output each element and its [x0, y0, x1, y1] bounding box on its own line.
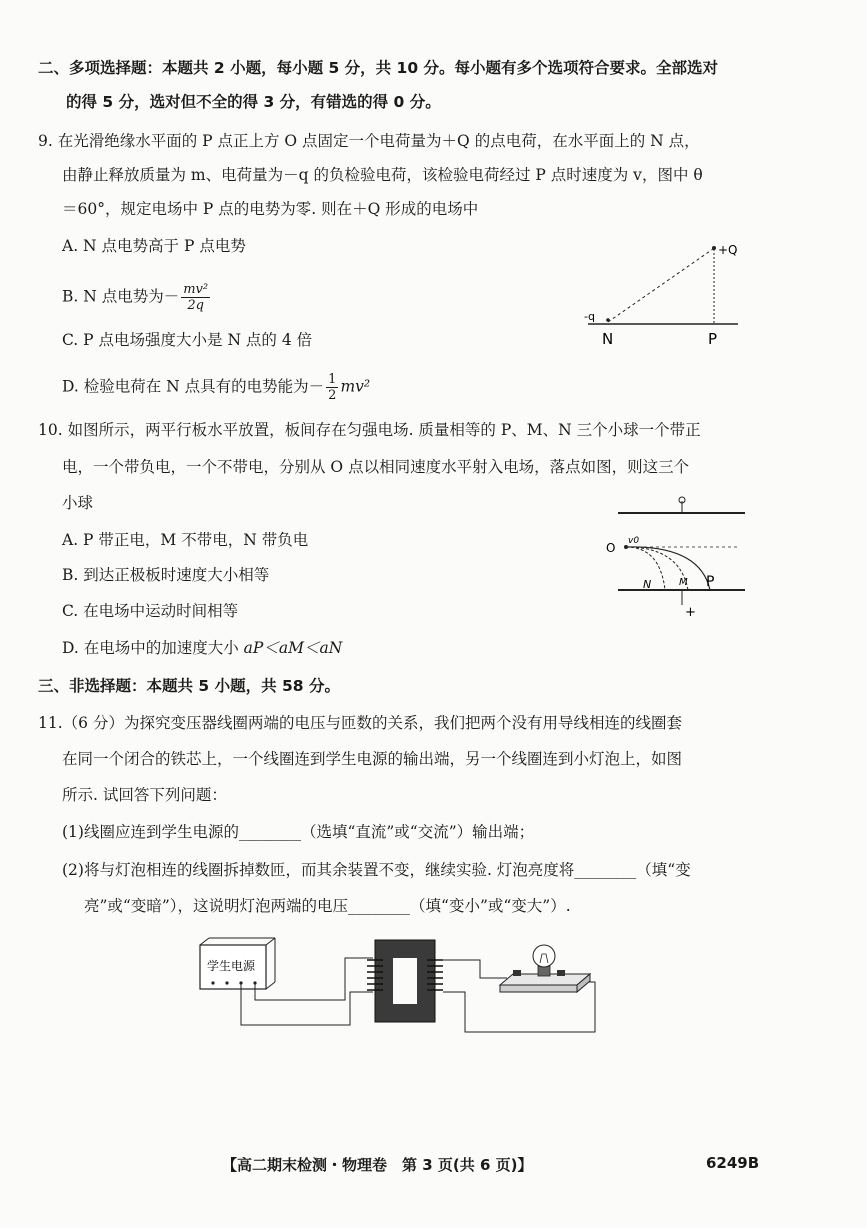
q10-figure: [606, 495, 750, 625]
q10-stem-line3: 小球: [62, 494, 94, 512]
q10-option-a: A. P 带正电，M 不带电，N 带负电: [62, 531, 309, 549]
q10-fig-label-o: O: [606, 541, 616, 555]
q9-fig-label-p: P: [708, 330, 718, 348]
q9-stem-line3: ＝60°，规定电场中 P 点的电势为零. 则在＋Q 形成的电场中: [62, 200, 479, 218]
q10-option-b: B. 到达正极板时速度大小相等: [62, 566, 270, 584]
q11-figure: [195, 930, 615, 1040]
q10-stem-line2: 电，一个带负电，一个不带电，分别从 O 点以相同速度水平射入电场，落点如图，则这三个: [62, 458, 690, 476]
q9-option-d: D. 检验电荷在 N 点具有的电势能为－ $\frac{1}{2}$ mv²: [62, 372, 371, 403]
q9-option-c: C. P 点电场强度大小是 N 点的 4 倍: [62, 331, 313, 349]
q10-fig-label-plus: +: [685, 605, 696, 620]
power-supply-label: 学生电源: [207, 959, 256, 973]
q11-stem-line3: 所示. 试回答下列问题：: [62, 786, 227, 804]
q9-fig-label-neg: -q: [584, 310, 595, 323]
q9-figure: [578, 232, 758, 352]
q11-stem-line1: 11.（6 分）为探究变压器线圈两端的电压与匝数的关系，我们把两个没有用导线相连的线圈套: [38, 714, 682, 732]
q10-option-d: D. 在电场中的加速度大小 aP＜aM＜aN: [62, 639, 343, 657]
q9-option-b: B. N 点电势为－ $\frac{\text{mv²}}{2q}$: [62, 282, 209, 313]
q10-fig-label-p: P: [706, 574, 715, 590]
q9-option-a: A. N 点电势高于 P 点电势: [62, 237, 246, 255]
q9-stem-line2: 由静止释放质量为 m、电荷量为－q 的负检验电荷，该检验电荷经过 P 点时速度为 v，图中 θ: [62, 166, 703, 184]
q10-fig-label-m: M: [679, 577, 688, 588]
q11-sub1: (1)线圈应连到学生电源的________（选填“直流”或“交流”）输出端；: [62, 823, 535, 841]
section-3-heading: 三、非选择题：本题共 5 小题，共 58 分。: [38, 677, 340, 695]
q9-stem-line1: 9. 在光滑绝缘水平面的 P 点正上方 O 点固定一个电荷量为＋Q 的点电荷，在水平面上的 N 点，: [38, 132, 700, 150]
q10-fig-label-v0: v0: [628, 536, 640, 546]
q9-fig-label-q: +Q: [718, 243, 738, 257]
q10-option-c: C. 在电场中运动时间相等: [62, 602, 239, 620]
q11-sub2-line2: 亮”或“变暗”），这说明灯泡两端的电压________（填“变小”或“变大”）.: [84, 897, 571, 915]
q11-stem-line2: 在同一个闭合的铁芯上，一个线圈连到学生电源的输出端，另一个线圈连到小灯泡上，如图: [62, 750, 683, 768]
page-footer: 【高二期末检测・物理卷 第 3 页(共 6 页)】: [222, 1156, 533, 1174]
q9-fig-label-n: N: [602, 330, 614, 348]
q11-sub2-line1: (2)将与灯泡相连的线圈拆掉数匝，而其余装置不变，继续实验. 灯泡亮度将________（填“变: [62, 861, 691, 879]
q10-stem-line1: 10. 如图所示，两平行板水平放置，板间存在匀强电场. 质量相等的 P、M、N 三个小球一个带正: [38, 421, 701, 439]
section-2-heading-cont: 的得 5 分，选对但不全的得 3 分，有错选的得 0 分。: [66, 93, 441, 111]
paper-code: 6249B: [706, 1154, 760, 1172]
section-2-heading: 二、多项选择题：本题共 2 小题，每小题 5 分，共 10 分。每小题有多个选项符合要求。全部选对: [38, 59, 719, 77]
q10-fig-label-n: N: [643, 578, 652, 591]
